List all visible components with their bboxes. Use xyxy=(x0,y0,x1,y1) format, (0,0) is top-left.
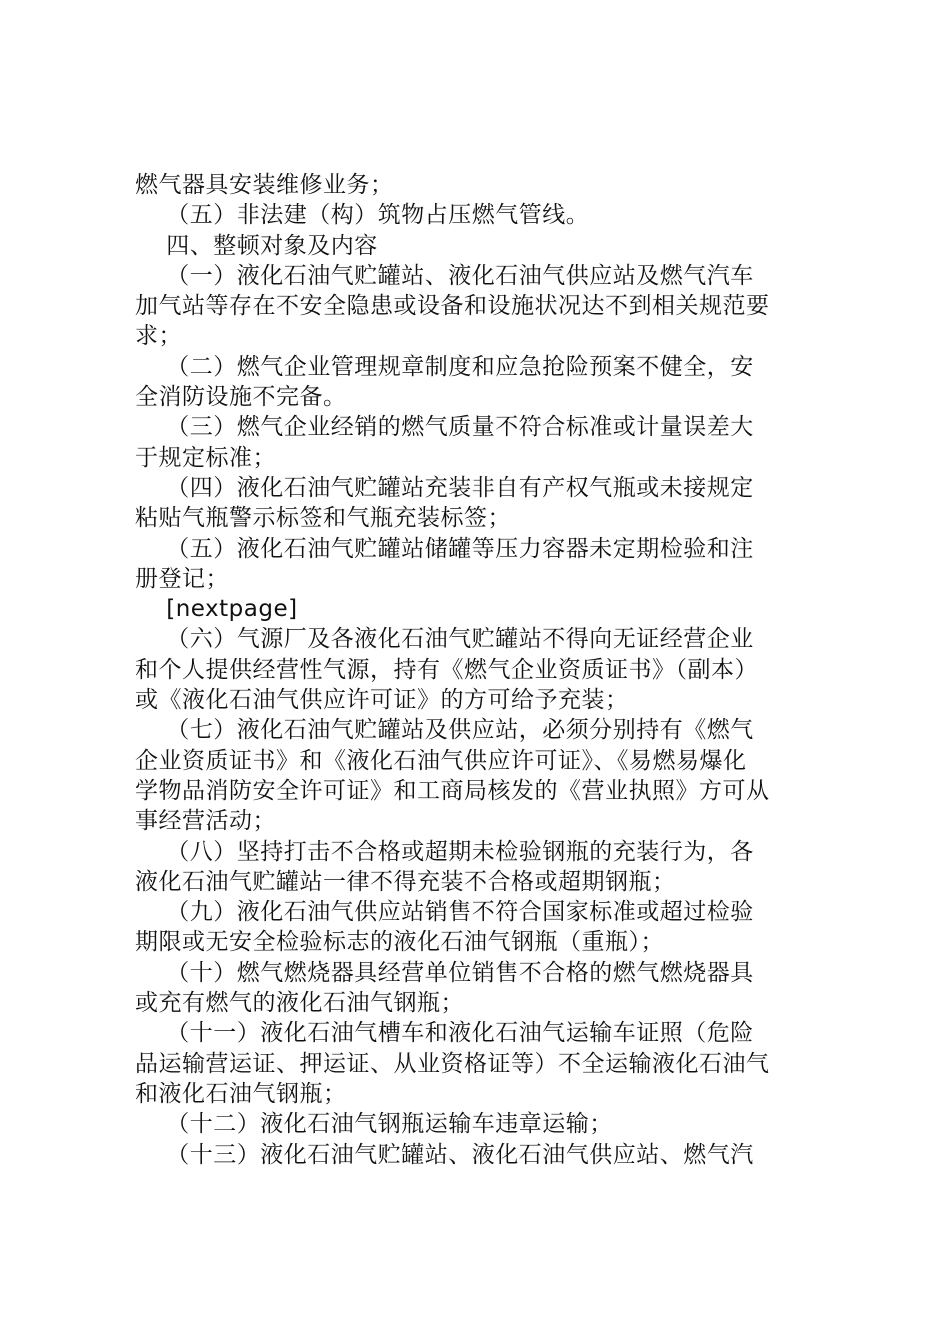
text-line: 品运输营运证、押运证、从业资格证等）不全运输液化石油气 xyxy=(135,1050,770,1077)
text-line: 全消防设施不完备。 xyxy=(135,384,347,411)
text-line: （三）燃气企业经销的燃气质量不符合标准或计量误差大 xyxy=(135,414,754,441)
text-line: （一）液化石油气贮罐站、液化石油气供应站及燃气汽车 xyxy=(135,262,754,289)
text-line: 企业资质证书》和《液化石油气供应许可证》、《易燃易爆化 xyxy=(135,747,747,774)
text-line: 和个人提供经营性气源，持有《燃气企业资质证书》（副本） xyxy=(135,656,758,683)
text-line: 或充有燃气的液化石油气钢瓶； xyxy=(135,990,464,1017)
text-line: 事经营活动； xyxy=(135,808,276,835)
text-line: （二）燃气企业管理规章制度和应急抢险预案不健全，安 xyxy=(135,353,754,380)
text-line: 期限或无安全检验标志的液化石油气钢瓶（重瓶）； xyxy=(135,929,664,956)
text-line: 于规定标准； xyxy=(135,444,276,471)
text-line: （七）液化石油气贮罐站及供应站，必须分别持有《燃气 xyxy=(135,717,754,744)
text-line: 求； xyxy=(135,323,182,350)
text-line: （九）液化石油气供应站销售不符合国家标准或超过检验 xyxy=(135,899,754,926)
text-line: （六）气源厂及各液化石油气贮罐站不得向无证经营企业 xyxy=(135,626,754,653)
text-line: （十一）液化石油气槽车和液化石油气运输车证照（危险 xyxy=(135,1020,754,1047)
text-line: （八）坚持打击不合格或超期未检验钢瓶的充装行为，各 xyxy=(135,838,754,865)
text-line: （五）液化石油气贮罐站储罐等压力容器未定期检验和注 xyxy=(135,535,754,562)
text-line: （十二）液化石油气钢瓶运输车违章运输； xyxy=(135,1111,613,1138)
text-line: 或《液化石油气供应许可证》的方可给予充装； xyxy=(135,687,629,714)
page-break-marker: [nextpage] xyxy=(135,596,298,623)
text-line: 液化石油气贮罐站一律不得充装不合格或超期钢瓶； xyxy=(135,868,676,895)
text-line: （四）液化石油气贮罐站充装非自有产权气瓶或未接规定 xyxy=(135,474,754,501)
section-heading: 四、整顿对象及内容 xyxy=(135,232,378,259)
text-line: 加气站等存在不安全隐患或设备和设施状况达不到相关规范要 xyxy=(135,293,770,320)
text-line: 燃气器具安装维修业务； xyxy=(135,172,394,198)
text-line: 和液化石油气钢瓶； xyxy=(135,1080,347,1107)
text-line: 粘贴气瓶警示标签和气瓶充装标签； xyxy=(135,505,511,532)
document-body xyxy=(135,170,825,1170)
text-line: （十三）液化石油气贮罐站、液化石油气供应站、燃气汽 xyxy=(135,1141,754,1168)
text-line: 学物品消防安全许可证》和工商局核发的《营业执照》方可从 xyxy=(135,777,770,804)
text-line: 册登记； xyxy=(135,565,229,592)
text-line: （五）非法建（构）筑物占压燃气管线。 xyxy=(135,202,590,229)
text-line: （十）燃气燃烧器具经营单位销售不合格的燃气燃烧器具 xyxy=(135,959,754,986)
